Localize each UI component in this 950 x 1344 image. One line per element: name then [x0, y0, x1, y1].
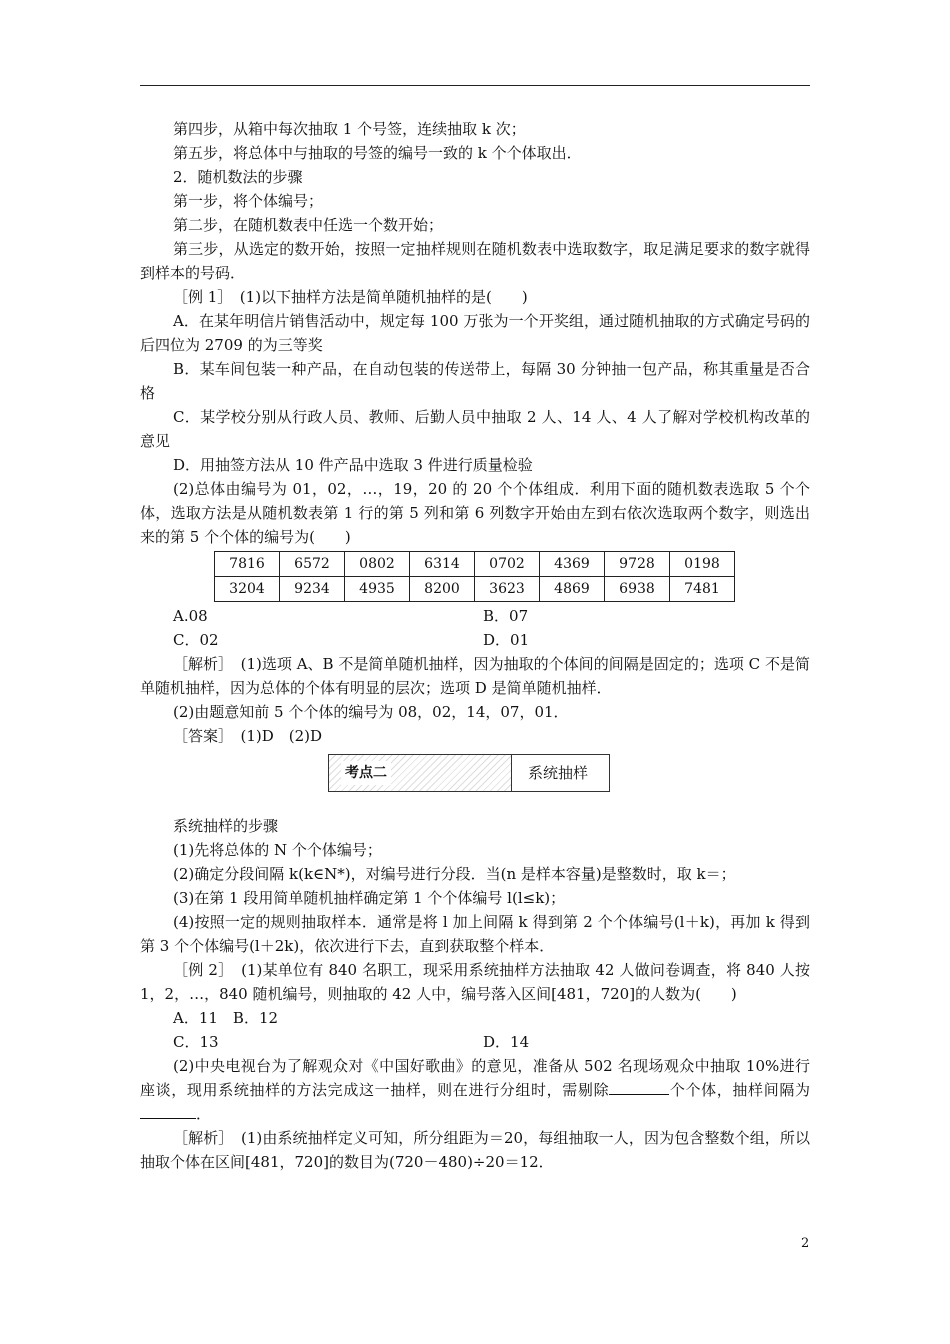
section-heading: 2．随机数法的步骤	[173, 168, 303, 186]
table-cell: 8200	[410, 577, 475, 602]
systematic-step4: (4)按照一定的规则抽取样本．通常是将 l 加上间隔 k 得到第 2 个个体编号(l＋k)，再加 k 得到第 3 个个体编号(l＋2k)，依次进行下去，直到获取整个样本．	[140, 913, 810, 955]
random-number-table	[214, 551, 735, 602]
table-cell: 9728	[605, 552, 670, 577]
table-cell: 6572	[280, 552, 345, 577]
blank-2	[140, 1102, 196, 1119]
systematic-heading: 系统抽样的步骤	[173, 817, 279, 835]
example1-option-b: B．某车间包装一种产品，在自动包装的传送带上，每隔 30 分钟抽一包产品，称其重量是否合格	[140, 360, 810, 402]
table-cell: 6314	[410, 552, 475, 577]
kaodian-label: 考点二	[341, 761, 391, 785]
systematic-step1: (1)先将总体的 N 个个体编号；	[173, 841, 382, 859]
example1-option-a: A．在某年明信片销售活动中，规定每 100 万张为一个开奖组，通过随机抽取的方式确定号码的后四位为 2709 的为三等奖	[140, 312, 810, 354]
table-cell: 4935	[345, 577, 410, 602]
analysis1-part1: ［解析］ (1)选项 A、B 不是简单随机抽样，因为抽取的个体间的间隔是固定的；选项 C 不是简单随机抽样，因为总体的个体有明显的层次；选项 D 是简单随机抽样．	[140, 655, 810, 697]
page-content	[140, 117, 810, 1174]
example1-part2: (2)总体由编号为 01，02，…，19，20 的 20 个个体组成．利用下面的随机数表选取 5 个个体，选取方法是从随机数表第 1 行的第 5 列和第 6 列数字开始由左到右依次选取两个数字，则选出来的第 5 个个体的编号为( )	[140, 480, 810, 546]
table-cell: 0702	[475, 552, 540, 577]
option-b: B．07	[483, 607, 529, 625]
kaodian-box	[328, 754, 610, 792]
table-cell: 3204	[215, 577, 280, 602]
option-ab: A．11 B．12	[173, 1009, 279, 1027]
option-c: C．13	[173, 1033, 219, 1051]
analysis2: ［解析］ (1)由系统抽样定义可知，所分组距为＝20，每组抽取一人，因为包含整数个组，所以抽取个体在区间[481，720]的数目为(720－480)÷20＝12．	[140, 1129, 810, 1171]
options-row	[140, 1030, 810, 1054]
step4-line: 第四步，从箱中每次抽取 1 个号签，连续抽取 k 次；	[173, 120, 526, 138]
option-c: C．02	[173, 631, 219, 649]
kaodian-title: 系统抽样	[528, 764, 589, 782]
option-a: A.08	[173, 607, 208, 625]
table-cell: 3623	[475, 577, 540, 602]
table-cell: 9234	[280, 577, 345, 602]
page-number: 2	[801, 1236, 810, 1251]
example1-question: ［例 1］ (1)以下抽样方法是简单随机抽样的是( )	[173, 288, 528, 306]
table-cell: 0198	[670, 552, 735, 577]
table-cell: 6938	[605, 577, 670, 602]
option-d: D．01	[483, 631, 530, 649]
rn-step3: 第三步，从选定的数开始，按照一定抽样规则在随机数表中选取数字，取足满足要求的数字就得到样本的号码．	[140, 240, 810, 282]
step5-line: 第五步，将总体中与抽取的号签的编号一致的 k 个个体取出．	[173, 144, 582, 162]
table-cell: 4369	[540, 552, 605, 577]
options-row	[140, 604, 810, 628]
systematic-step3: (3)在第 1 段用简单随机抽样确定第 1 个个体编号 l(l≤k)；	[173, 889, 566, 907]
answer1: ［答案］ (1)D (2)D	[173, 727, 323, 745]
rn-step2: 第二步，在随机数表中任选一个数开始；	[173, 216, 444, 234]
systematic-step2: (2)确定分段间隔 k(k∈N*)，对编号进行分段．当(n 是样本容量)是整数时，取 k＝；	[173, 865, 736, 883]
table-row	[215, 552, 735, 577]
analysis1-part2: (2)由题意知前 5 个个体的编号为 08，02，14，07，01．	[173, 703, 569, 721]
table-cell: 0802	[345, 552, 410, 577]
options-row	[140, 1006, 810, 1030]
example1-option-d: D．用抽签方法从 10 件产品中选取 3 件进行质量检验	[173, 456, 533, 474]
table-row	[215, 577, 735, 602]
example1-option-c: C．某学校分别从行政人员、教师、后勤人员中抽取 2 人、14 人、4 人了解对学校机构改革的意见	[140, 408, 810, 450]
header-rule	[140, 85, 810, 86]
rn-step1: 第一步，将个体编号；	[173, 192, 324, 210]
options-row	[140, 628, 810, 652]
table-cell: 4869	[540, 577, 605, 602]
table-cell: 7816	[215, 552, 280, 577]
example2-part2: (2)中央电视台为了解观众对《中国好歌曲》的意见，准备从 502 名现场观众中抽取 10%进行座谈，现用系统抽样的方法完成这一抽样，则在进行分组时，需剔除 个个体，抽样间隔为．	[140, 1057, 810, 1123]
kaodian-label-cell	[329, 755, 512, 791]
example2-question: ［例 2］ (1)某单位有 840 名职工，现采用系统抽样方法抽取 42 人做问卷调查，将 840 人按 1，2，…，840 随机编号，则抽取的 42 人中，编号落入区间[481，720]的人数为( )	[140, 961, 810, 1003]
option-d: D．14	[483, 1033, 530, 1051]
table-cell: 7481	[670, 577, 735, 602]
blank-1	[609, 1078, 669, 1095]
